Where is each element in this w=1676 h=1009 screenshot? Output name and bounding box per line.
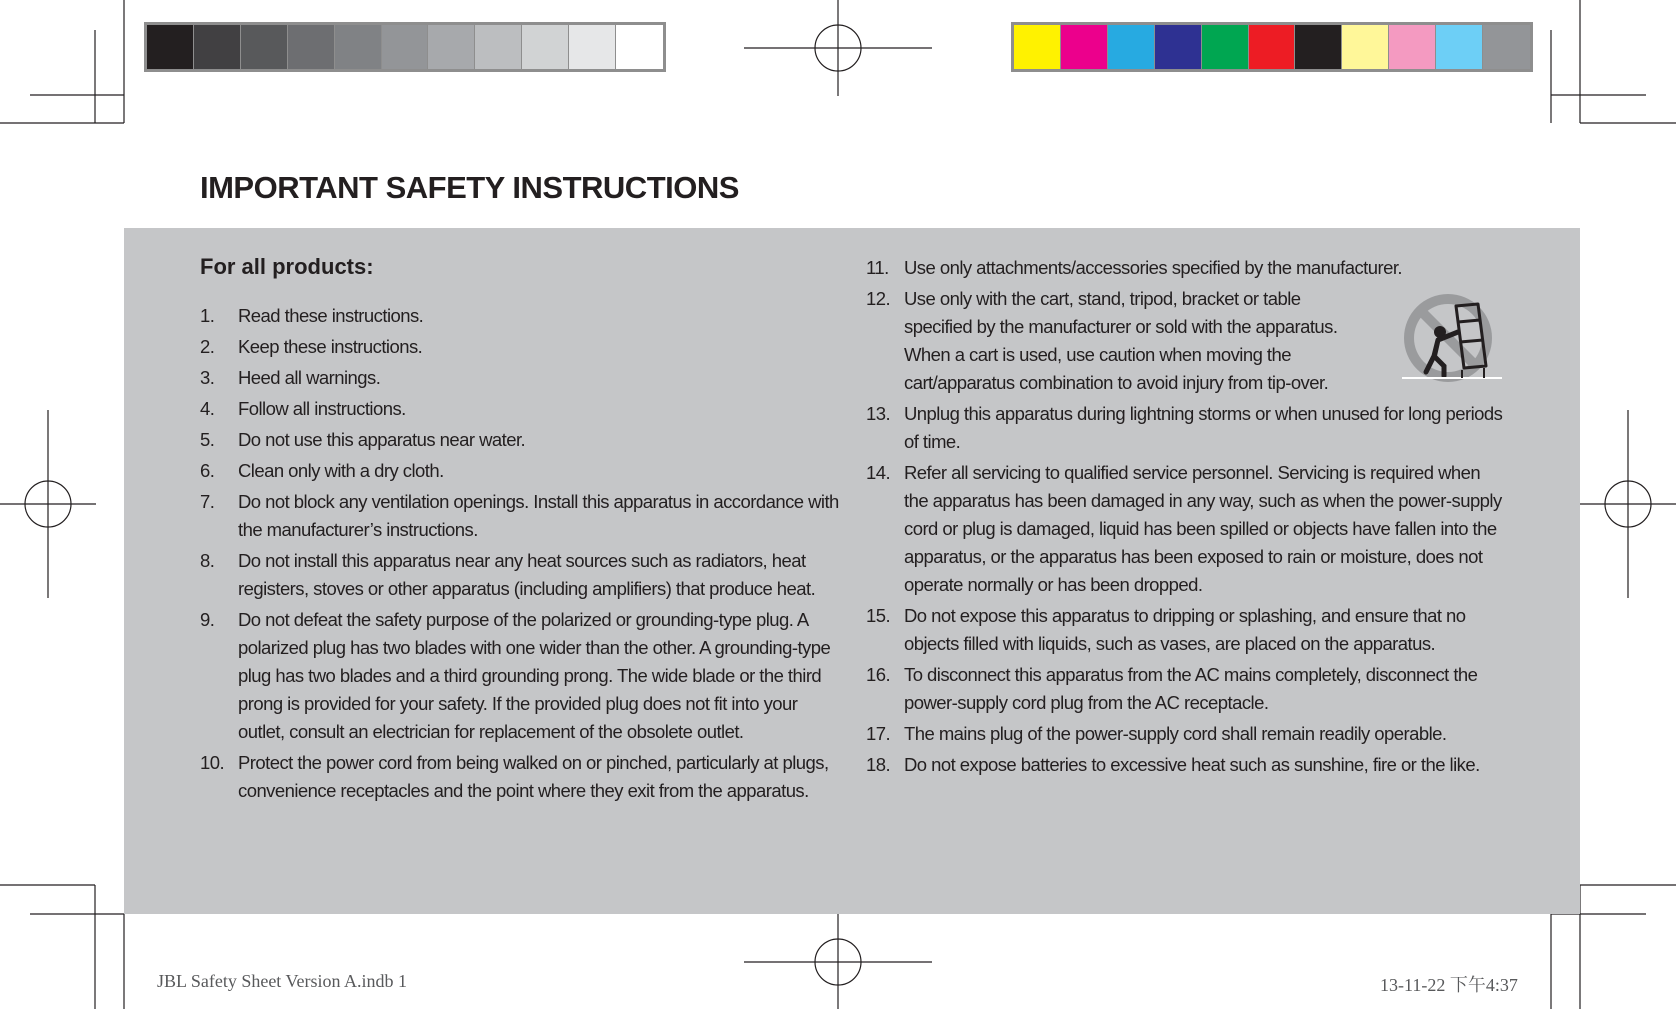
- instruction-item: [200, 606, 845, 746]
- instruction-number: 11.: [866, 257, 889, 278]
- instruction-number: 4.: [200, 398, 215, 419]
- gray-swatch-9: [522, 25, 569, 69]
- instruction-number: 13.: [866, 403, 891, 424]
- instruction-item: [200, 457, 845, 485]
- process-color-bar: [1011, 22, 1533, 72]
- instruction-number: 14.: [866, 462, 891, 483]
- instruction-number: 10.: [200, 752, 225, 773]
- instruction-text: Do not block any ventilation openings. Install this apparatus in accordance with the manufacturer’s instructions.: [238, 491, 839, 540]
- instruction-item: [200, 395, 845, 423]
- instruction-text: Clean only with a dry cloth.: [238, 460, 444, 481]
- gray-swatch-8: [475, 25, 522, 69]
- color-swatch-7: [1295, 25, 1342, 69]
- instruction-number: 2.: [200, 336, 215, 357]
- color-swatch-10: [1436, 25, 1483, 69]
- instruction-text: Protect the power cord from being walked on or pinched, particularly at plugs, convenience receptacles and the point where they exit from the apparatus.: [238, 752, 829, 801]
- color-swatch-3: [1108, 25, 1155, 69]
- color-swatch-1: [1014, 25, 1061, 69]
- page-title: IMPORTANT SAFETY INSTRUCTIONS: [200, 170, 739, 205]
- instruction-text: Use only attachments/accessories specified by the manufacturer.: [904, 257, 1403, 278]
- left-instruction-list: [200, 302, 845, 808]
- instruction-item: [200, 364, 845, 392]
- instruction-number: 5.: [200, 429, 215, 450]
- instruction-item: [866, 400, 1506, 456]
- instruction-text: Do not expose this apparatus to dripping or splashing, and ensure that no objects filled with liquids, such as vases, are placed on the apparatus.: [904, 605, 1466, 654]
- footer-timestamp: 13-11-22 下午4:37: [1380, 975, 1518, 995]
- gray-swatch-2: [194, 25, 241, 69]
- grayscale-color-bar: [144, 22, 666, 72]
- instruction-text: Heed all warnings.: [238, 367, 381, 388]
- instruction-item: [866, 661, 1506, 717]
- instruction-number: 8.: [200, 550, 215, 571]
- instruction-text: Use only with the cart, stand, tripod, bracket or table specified by the manufacturer or sold with the apparatus. When a cart is used, use caution when moving the cart/apparatus combination to avoid injury from tip-over.: [904, 288, 1338, 393]
- instruction-text: Unplug this apparatus during lightning storms or when unused for long periods of time.: [904, 403, 1503, 452]
- instruction-number: 18.: [866, 754, 891, 775]
- color-swatch-4: [1155, 25, 1202, 69]
- gray-swatch-1: [147, 25, 194, 69]
- gray-swatch-10: [569, 25, 616, 69]
- instruction-number: 17.: [866, 723, 891, 744]
- instruction-number: 12.: [866, 288, 891, 309]
- instruction-text: Follow all instructions.: [238, 398, 406, 419]
- instruction-item: [866, 751, 1506, 779]
- color-swatch-8: [1342, 25, 1389, 69]
- gray-swatch-4: [288, 25, 335, 69]
- color-swatch-5: [1202, 25, 1249, 69]
- instruction-text: Do not use this apparatus near water.: [238, 429, 526, 450]
- gray-swatch-5: [335, 25, 382, 69]
- gray-swatch-11: [616, 25, 663, 69]
- instruction-number: 6.: [200, 460, 215, 481]
- instruction-text: Do not install this apparatus near any heat sources such as radiators, heat registers, stoves or other apparatus (including amplifiers) that produce heat.: [238, 550, 816, 599]
- instruction-number: 9.: [200, 609, 215, 630]
- section-heading: For all products:: [200, 254, 374, 279]
- instruction-text: Keep these instructions.: [238, 336, 423, 357]
- color-swatch-9: [1389, 25, 1436, 69]
- instruction-item: [866, 459, 1506, 599]
- instruction-number: 1.: [200, 305, 215, 326]
- instruction-item: [866, 254, 1506, 282]
- instruction-item: [866, 602, 1506, 658]
- instruction-item: [200, 426, 845, 454]
- instruction-number: 3.: [200, 367, 215, 388]
- color-swatch-2: [1061, 25, 1108, 69]
- instruction-item: [200, 749, 845, 805]
- instruction-text: Do not defeat the safety purpose of the polarized or grounding-type plug. A polarized plug has two blades with one wider than the other. A grounding-type plug has two blades and a third grounding prong. The wide blade or the third prong is provided for your safety. If the provided plug does not fit into your outlet, consult an electrician for replacement of the obsolete outlet.: [238, 609, 831, 742]
- gray-swatch-7: [428, 25, 475, 69]
- instruction-number: 16.: [866, 664, 891, 685]
- instruction-text: The mains plug of the power-supply cord shall remain readily operable.: [904, 723, 1447, 744]
- instruction-item: [200, 547, 845, 603]
- instruction-text: Do not expose batteries to excessive heat such as sunshine, fire or the like.: [904, 754, 1480, 775]
- instruction-text: To disconnect this apparatus from the AC mains completely, disconnect the power-supply cord plug from the AC receptacle.: [904, 664, 1478, 713]
- gray-swatch-3: [241, 25, 288, 69]
- gray-swatch-6: [382, 25, 429, 69]
- instruction-text: Refer all servicing to qualified service personnel. Servicing is required when the apparatus has been damaged in any way, such as when the power-supply cord or plug is damaged, liquid has been spilled or objects have fallen into the apparatus, or the apparatus has been exposed to rain or moisture, does not operate normally or has been dropped.: [904, 462, 1502, 595]
- cart-tip-over-warning-icon: [1398, 292, 1506, 388]
- instruction-item: [200, 333, 845, 361]
- color-swatch-6: [1249, 25, 1296, 69]
- instruction-number: 15.: [866, 605, 891, 626]
- footer-file-label: JBL Safety Sheet Version A.indb 1: [157, 971, 407, 991]
- instruction-item: [200, 302, 845, 330]
- instruction-item: [200, 488, 845, 544]
- instruction-item: [866, 720, 1506, 748]
- instruction-number: 7.: [200, 491, 215, 512]
- instruction-text: Read these instructions.: [238, 305, 424, 326]
- color-swatch-11: [1483, 25, 1530, 69]
